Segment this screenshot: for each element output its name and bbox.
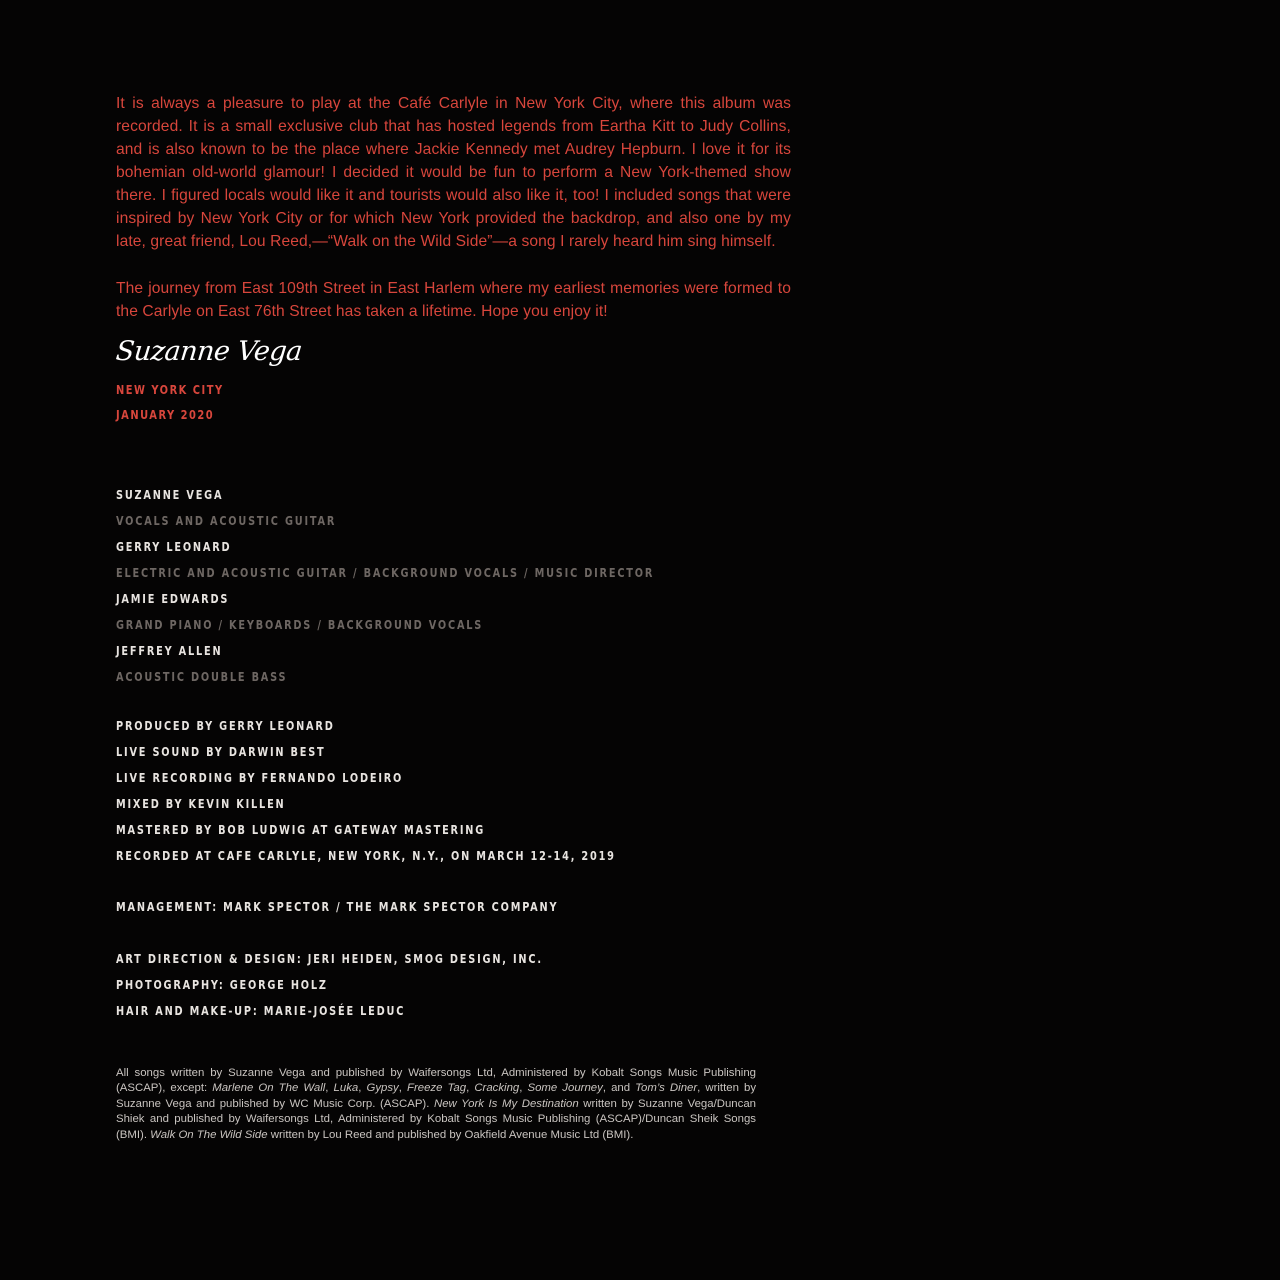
liner-notes [116, 92, 791, 323]
song-title: Cracking [474, 1082, 520, 1095]
production-credit-line: LIVE SOUND BY DARWIN BEST [116, 744, 326, 759]
publishing-text: written by Lou Reed and published by Oakfield Avenue Music Ltd (BMI). [267, 1128, 634, 1141]
publishing-text: , [358, 1082, 367, 1095]
production-credit-line: MIXED BY KEVIN KILLEN [116, 796, 286, 811]
musician-name: SUZANNE VEGA [116, 487, 224, 502]
musician-credits [116, 482, 816, 690]
production-credits [116, 713, 876, 869]
song-title: Gypsy [366, 1082, 399, 1095]
musician-name: JAMIE EDWARDS [116, 591, 230, 606]
production-credit-line: PRODUCED BY GERRY LEONARD [116, 718, 335, 733]
publishing-text: , [519, 1082, 528, 1095]
musician-role: ELECTRIC AND ACOUSTIC GUITAR / BACKGROUND VOCALS / MUSIC DIRECTOR [116, 565, 655, 580]
publishing-text: , written by Suzanne Vega and published by WC Music Corp. (ASCAP). [116, 1082, 757, 1110]
signature-date: JANUARY 2020 [116, 407, 215, 422]
management-credit-line: MANAGEMENT: MARK SPECTOR / THE MARK SPECTOR COMPANY [116, 899, 559, 914]
liner-note-paragraph: It is always a pleasure to play at the Café Carlyle in New York City, where this album was recorded. It is a small exclusive club that has hosted legends from Eartha Kitt to Judy Collins, and is also known to be the place where Jackie Kennedy met Audrey Hepburn. I love it for its bohemian old-world glamour! I decided it would be fun to perform a New York-themed show there. I figured locals would like it and tourists would also like it, too! I included songs that were inspired by New York City or for which New York provided the backdrop, and also one by my late, great friend, Lou Reed,—“Walk on the Wild Side”—a song I rarely heard him sing himself. [116, 95, 791, 250]
management-credits [116, 894, 876, 920]
design-credits [116, 946, 876, 1024]
publishing-fineprint [116, 1066, 756, 1143]
production-credit-line: RECORDED AT CAFE CARLYLE, NEW YORK, N.Y., ON MARCH 12-14, 2019 [116, 848, 616, 863]
publishing-text: All songs written by Suzanne Vega and published by Waifersongs Ltd, Administered by Kobalt Songs Music Publishing (ASCAP), except: [116, 1067, 756, 1095]
liner-note-paragraph: The journey from East 109th Street in East Harlem where my earliest memories were formed to the Carlyle on East 76th Street has taken a lifetime. Hope you enjoy it! [116, 280, 791, 320]
signature-city: NEW YORK CITY [116, 382, 224, 397]
publishing-text: written by Suzanne Vega/Duncan Shiek and published by Waifersongs Ltd, Administered by Kobalt Songs Music Publishing (ASCAP)/Duncan Sheik Songs (BMI). [116, 1097, 757, 1141]
song-title: Freeze Tag [406, 1082, 467, 1095]
publishing-text: , [325, 1082, 334, 1095]
publishing-text: , [466, 1082, 475, 1095]
publishing-text: , [398, 1082, 407, 1095]
design-credit-line: PHOTOGRAPHY: GEORGE HOLZ [116, 977, 328, 992]
signature-block [116, 338, 536, 427]
production-credit-line: LIVE RECORDING BY FERNANDO LODEIRO [116, 770, 404, 785]
song-title: Marlene On The Wall [212, 1082, 326, 1095]
song-title: Walk On The Wild Side [150, 1128, 268, 1141]
design-credit-line: HAIR AND MAKE-UP: MARIE-JOSÉE LEDUC [116, 1003, 406, 1018]
song-title: Tom’s Diner [635, 1082, 698, 1095]
musician-name: GERRY LEONARD [116, 539, 232, 554]
handwritten-signature: Suzanne Vega [114, 336, 304, 367]
production-credit-line: MASTERED BY BOB LUDWIG AT GATEWAY MASTERING [116, 822, 486, 837]
musician-role: VOCALS AND ACOUSTIC GUITAR [116, 513, 337, 528]
musician-name: JEFFREY ALLEN [116, 643, 223, 658]
song-title: Luka [333, 1082, 359, 1095]
musician-role: GRAND PIANO / KEYBOARDS / BACKGROUND VOCALS [116, 617, 484, 632]
design-credit-line: ART DIRECTION & DESIGN: JERI HEIDEN, SMOG DESIGN, INC. [116, 951, 543, 966]
song-title: Some Journey [527, 1082, 603, 1095]
musician-role: ACOUSTIC DOUBLE BASS [116, 669, 288, 684]
publishing-text: , and [602, 1082, 636, 1095]
song-title: New York Is My Destination [433, 1097, 579, 1110]
